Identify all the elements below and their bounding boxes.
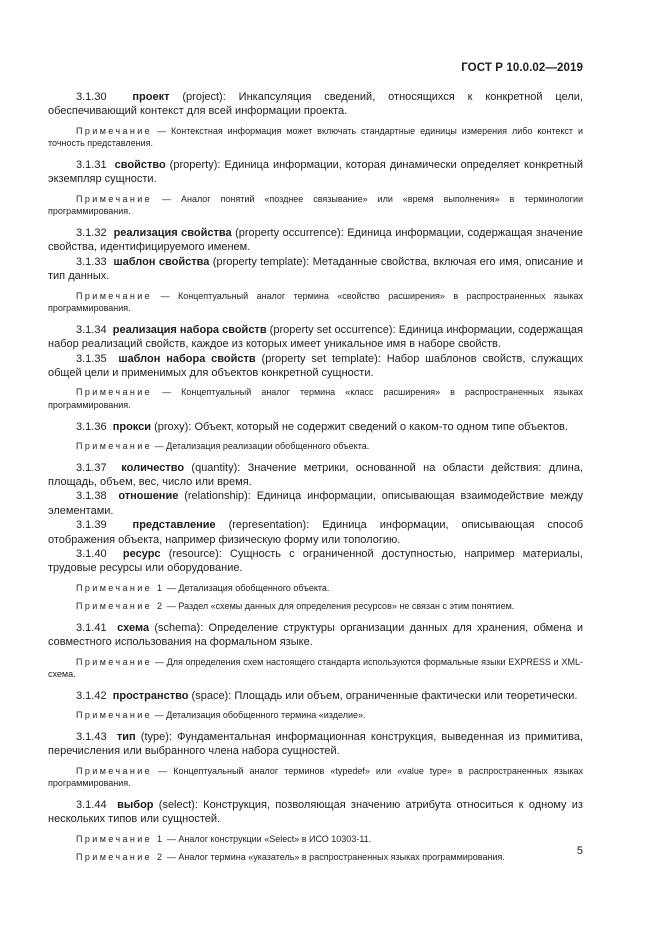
term-3-1-38: 3.1.38 отношение (relationship): Единица информации, описывающая взаимодействие между элементами.: [48, 490, 583, 517]
term-3-1-42: 3.1.42 пространство (space): Площадь или объем, ограниченные фактически или теоретически.: [76, 690, 578, 703]
term-3-1-30: 3.1.30 проект (project): Инкапсуляция сведений, относящихся к конкретной цели, обеспечивающий контекст для всей информации проекта.: [48, 91, 583, 118]
term-title: реализация набора свойств: [112, 323, 267, 336]
note-3-1-44-2: Примечание 2 — Аналог термина «указатель» в распространенных языках программирования.: [76, 852, 505, 863]
term-3-1-34: 3.1.34 реализация набора свойств (property set occurrence): Единица информации, содержащая набор реализаций свойств, каждое из которых имеет уникальное имя в наборе свойств.: [48, 323, 583, 351]
term-3-1-39: 3.1.39 представление (representation): Единица информации, описывающая способ отображения объекта, например физическую форму или топологию.: [48, 519, 583, 546]
note-3-1-31: Примечание — Аналог понятий «позднее связывание» или «время выполнения» в терминологии программирования.: [48, 193, 583, 217]
term-3-1-32: 3.1.32 реализация свойства (property occurrence): Единица информации, содержащая значение свойства, идентифицируемого именем.: [48, 227, 583, 254]
term-3-1-41: 3.1.41 схема (schema): Определение структуры организации данных для хранения, обмена и совместного использования на формальном языке.: [48, 622, 583, 649]
definitions-body: [48, 90, 583, 864]
term-3-1-33: 3.1.33 шаблон свойства (property template): Метаданные свойства, включая его имя, описание и тип данных.: [48, 255, 583, 283]
note-3-1-33: Примечание — Концептуальный аналог термина «свойство расширения» в распространенных языках программирования.: [48, 290, 583, 314]
term-title: количество: [121, 461, 185, 474]
term-3-1-35: 3.1.35 шаблон набора свойств (property set template): Набор шаблонов свойств, служащих общей цели и применимых для объектов конкретной сущности.: [48, 352, 583, 380]
term-title: отношение: [118, 490, 179, 503]
term-3-1-44: 3.1.44 выбор (select): Конструкция, позволяющая значению атрибута относиться к одному из нескольких типов или сущностей.: [48, 799, 583, 826]
note-3-1-36: Примечание — Детализация реализации обобщенного объекта.: [76, 441, 370, 452]
term-title: шаблон набора свойств: [118, 352, 256, 365]
term-title: ресурс: [122, 548, 161, 561]
term-3-1-37: 3.1.37 количество (quantity): Значение метрики, основанной на области действия: длина, площадь, объем, вес, число или время.: [48, 461, 583, 489]
note-3-1-41: Примечание — Для определения схем настоящего стандарта используются формальные языки EXPRESS и XML-схема.: [48, 656, 583, 680]
term-title: выбор: [117, 799, 154, 812]
term-title: проект: [132, 91, 170, 103]
standard-header: ГОСТ Р 10.0.02—2019: [461, 62, 583, 74]
term-title: пространство: [112, 690, 189, 703]
term-title: тип: [116, 731, 136, 744]
term-title: прокси: [112, 420, 152, 433]
note-3-1-35: Примечание — Концептуальный аналог термина «класс расширения» в распространенных языках программирования.: [48, 387, 583, 411]
note-3-1-40-1: Примечание 1 — Детализация обобщенного объекта.: [76, 582, 330, 593]
term-title: представление: [132, 519, 216, 532]
note-3-1-30: Примечание — Контекстная информация может включать стандартные единицы измерения либо контекст и точность представления.: [48, 125, 583, 149]
term-title: схема: [117, 622, 150, 635]
note-3-1-43: Примечание — Концептуальный аналог терминов «typedef» или «value type» в распространенных языках программирования.: [48, 765, 583, 789]
term-title: свойство: [114, 159, 166, 171]
note-3-1-44-1: Примечание 1 — Аналог конструкции «Select» в ИСО 10303-11.: [76, 833, 372, 844]
note-3-1-40-2: Примечание 2 — Раздел «схемы данных для определения ресурсов» не связан с этим понятием.: [76, 601, 515, 612]
note-3-1-42: Примечание — Детализация обобщенного термина «изделие».: [76, 710, 366, 721]
term-3-1-36: 3.1.36 прокси (proxy): Объект, который не содержит сведений о каком-то одном типе объектов.: [76, 420, 568, 433]
term-3-1-40: 3.1.40 ресурс (resource): Сущность с ограниченной доступностью, например материалы, трудовые ресурсы или оборудование.: [48, 548, 583, 575]
page-number: 5: [576, 845, 583, 857]
term-title: шаблон свойства: [113, 255, 210, 268]
term-3-1-43: 3.1.43 тип (type): Фундаментальная информационная конструкция, выведенная из примитива, перечисления или выбранного члена набора сущностей.: [48, 731, 583, 758]
term-3-1-31: 3.1.31 свойство (property): Единица информации, которая динамически определяет конкретный экземпляр сущности.: [48, 159, 583, 186]
term-title: реализация свойства: [113, 227, 232, 239]
